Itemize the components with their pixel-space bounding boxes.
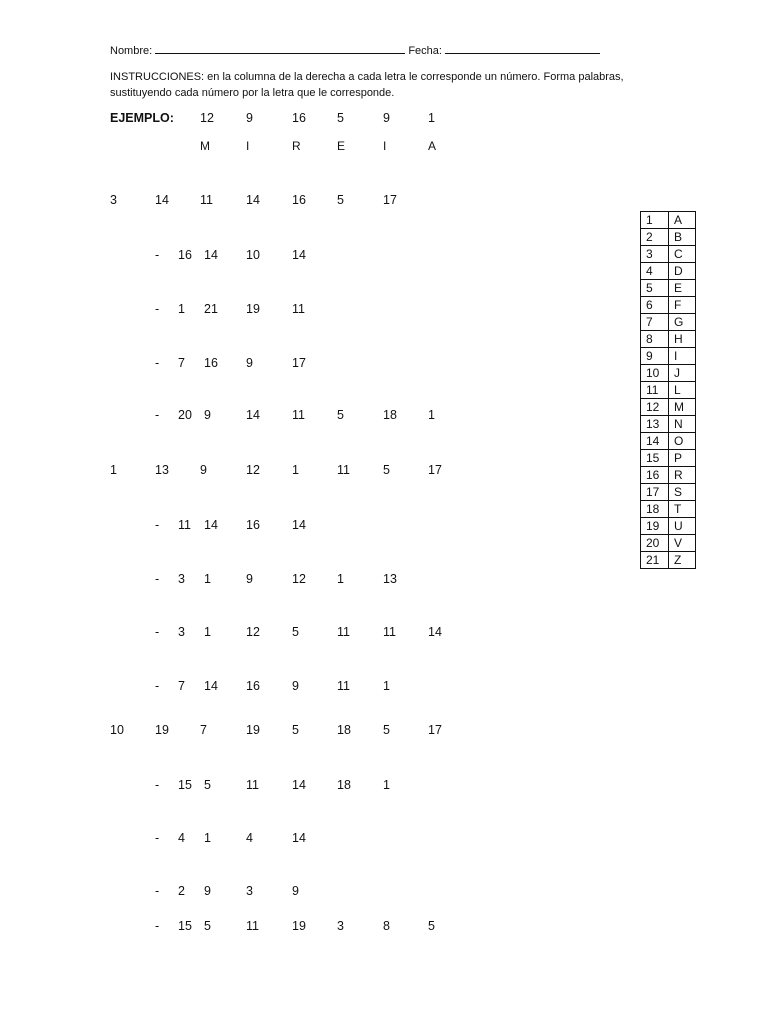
example-number: 12	[200, 111, 214, 125]
exercise-number: 10	[246, 248, 260, 262]
key-row	[641, 348, 696, 365]
exercise-number: 3	[178, 572, 185, 586]
key-row	[641, 518, 696, 535]
exercise-number: 20	[178, 408, 192, 422]
key-number: 20	[641, 535, 669, 552]
key-row	[641, 450, 696, 467]
exercise-dash: -	[155, 625, 160, 639]
instructions	[110, 69, 624, 101]
exercise-dash: -	[155, 778, 160, 792]
example-letter: R	[292, 139, 301, 153]
key-letter: C	[669, 246, 696, 263]
exercise-dash: -	[155, 919, 160, 933]
key-row	[641, 382, 696, 399]
exercise-number: 9	[292, 884, 299, 898]
key-letter: O	[669, 433, 696, 450]
exercise-number: 5	[204, 919, 211, 933]
exercise-number: 16	[178, 248, 192, 262]
exercise-number: 1	[383, 778, 390, 792]
exercise-number: 7	[200, 723, 207, 737]
key-number: 18	[641, 501, 669, 518]
exercise-number: 11	[246, 919, 259, 933]
exercise-number: 5	[204, 778, 211, 792]
key-number: 14	[641, 433, 669, 450]
exercise-number: 19	[246, 302, 260, 316]
exercise-number: 11	[200, 193, 213, 207]
key-letter: D	[669, 263, 696, 280]
exercise-number: 14	[246, 408, 260, 422]
key-letter: M	[669, 399, 696, 416]
key-number: 21	[641, 552, 669, 569]
exercise-number: 14	[246, 193, 260, 207]
exercise-number: 17	[292, 356, 306, 370]
exercise-number: 3	[246, 884, 253, 898]
exercise-number: 11	[337, 463, 350, 477]
example-number: 16	[292, 111, 306, 125]
key-letter: T	[669, 501, 696, 518]
key-letter: V	[669, 535, 696, 552]
key-letter: H	[669, 331, 696, 348]
exercise-number: 5	[383, 723, 390, 737]
key-letter: N	[669, 416, 696, 433]
key-row	[641, 297, 696, 314]
exercise-dash: -	[155, 518, 160, 532]
example-number: 9	[246, 111, 253, 125]
exercise-number: 5	[292, 625, 299, 639]
exercise-number: 1	[178, 302, 185, 316]
key-letter: G	[669, 314, 696, 331]
key-row	[641, 280, 696, 297]
exercise-number: 19	[246, 723, 260, 737]
exercise-number: 18	[383, 408, 397, 422]
exercise-dash: -	[155, 302, 160, 316]
key-number: 8	[641, 331, 669, 348]
exercise-number: 1	[383, 679, 390, 693]
key-row	[641, 246, 696, 263]
exercise-number: 9	[204, 884, 211, 898]
exercise-number: 5	[383, 463, 390, 477]
exercise-number: 8	[383, 919, 390, 933]
key-number: 13	[641, 416, 669, 433]
exercise-number: 11	[292, 302, 305, 316]
key-number: 16	[641, 467, 669, 484]
exercise-number: 5	[337, 408, 344, 422]
exercise-number: 3	[178, 625, 185, 639]
exercise-number: 14	[428, 625, 442, 639]
key-row	[641, 484, 696, 501]
key-number: 9	[641, 348, 669, 365]
example-letter: I	[246, 139, 250, 153]
exercise-number: 3	[337, 919, 344, 933]
exercise-number: 9	[246, 572, 253, 586]
instructions-line-1: INSTRUCCIONES: en la columna de la derecha a cada letra le corresponde un número. Forma palabras,	[110, 71, 624, 83]
exercise-number: 5	[292, 723, 299, 737]
key-row	[641, 331, 696, 348]
exercise-number: 14	[292, 248, 306, 262]
date-field[interactable]	[445, 43, 600, 54]
key-number: 7	[641, 314, 669, 331]
exercise-number: 2	[178, 884, 185, 898]
date-label: Fecha:	[408, 45, 442, 57]
exercise-number: 1	[204, 831, 211, 845]
letter-key-table	[640, 211, 696, 569]
exercise-number: 15	[178, 778, 192, 792]
exercise-number: 19	[292, 919, 306, 933]
exercise-number: 11	[292, 408, 305, 422]
key-row	[641, 263, 696, 280]
example-label: EJEMPLO:	[110, 111, 174, 125]
key-number: 12	[641, 399, 669, 416]
exercise-number: 17	[428, 463, 442, 477]
key-letter: P	[669, 450, 696, 467]
key-letter: I	[669, 348, 696, 365]
exercise-number: 14	[292, 778, 306, 792]
name-label: Nombre:	[110, 45, 153, 57]
exercise-number: 16	[246, 518, 260, 532]
key-row	[641, 229, 696, 246]
exercise-number: 1	[204, 572, 211, 586]
exercise-dash: -	[155, 679, 160, 693]
exercise-dash: -	[155, 572, 160, 586]
exercise-dash: -	[155, 248, 160, 262]
key-row	[641, 314, 696, 331]
exercise-number: 16	[246, 679, 260, 693]
exercise-number: 1	[292, 463, 299, 477]
key-number: 15	[641, 450, 669, 467]
key-letter: B	[669, 229, 696, 246]
name-field[interactable]	[155, 43, 405, 54]
exercise-number: 11	[337, 625, 350, 639]
exercise-number: 11	[178, 518, 191, 532]
key-number: 5	[641, 280, 669, 297]
exercise-dash: -	[155, 884, 160, 898]
exercise-number: 10	[110, 723, 124, 737]
exercise-number: 7	[178, 679, 185, 693]
exercise-number: 21	[204, 302, 218, 316]
exercise-number: 9	[204, 408, 211, 422]
exercise-number: 12	[292, 572, 306, 586]
exercise-number: 14	[155, 193, 169, 207]
exercise-number: 12	[246, 463, 260, 477]
exercise-number: 9	[200, 463, 207, 477]
key-row	[641, 416, 696, 433]
exercise-number: 4	[246, 831, 253, 845]
key-letter: Z	[669, 552, 696, 569]
exercise-number: 15	[178, 919, 192, 933]
key-number: 2	[641, 229, 669, 246]
exercise-number: 5	[428, 919, 435, 933]
exercise-number: 5	[337, 193, 344, 207]
example-letter: I	[383, 139, 387, 153]
key-letter: F	[669, 297, 696, 314]
key-letter: A	[669, 212, 696, 229]
exercise-number: 1	[428, 408, 435, 422]
key-letter: S	[669, 484, 696, 501]
example-number: 1	[428, 111, 435, 125]
exercise-number: 19	[155, 723, 169, 737]
exercise-number: 13	[383, 572, 397, 586]
exercise-number: 11	[246, 778, 259, 792]
exercise-dash: -	[155, 356, 160, 370]
exercise-number: 12	[246, 625, 260, 639]
exercise-number: 1	[204, 625, 211, 639]
exercise-number: 14	[292, 518, 306, 532]
key-number: 6	[641, 297, 669, 314]
example-letter: A	[428, 139, 437, 153]
exercise-number: 1	[110, 463, 117, 477]
exercise-dash: -	[155, 408, 160, 422]
exercise-number: 4	[178, 831, 185, 845]
exercise-dash: -	[155, 831, 160, 845]
key-row	[641, 399, 696, 416]
example-letter: M	[200, 139, 210, 153]
exercise-number: 9	[292, 679, 299, 693]
exercise-number: 11	[337, 679, 350, 693]
key-number: 17	[641, 484, 669, 501]
key-number: 4	[641, 263, 669, 280]
key-row	[641, 501, 696, 518]
key-number: 10	[641, 365, 669, 382]
key-row	[641, 552, 696, 569]
exercise-number: 16	[204, 356, 218, 370]
key-row	[641, 535, 696, 552]
exercise-number: 11	[383, 625, 396, 639]
key-number: 3	[641, 246, 669, 263]
key-number: 11	[641, 382, 669, 399]
exercise-number: 17	[383, 193, 397, 207]
exercise-number: 18	[337, 723, 351, 737]
key-number: 1	[641, 212, 669, 229]
key-letter: E	[669, 280, 696, 297]
exercise-number: 13	[155, 463, 169, 477]
key-row	[641, 212, 696, 229]
exercise-number: 14	[204, 248, 218, 262]
exercise-number: 14	[204, 518, 218, 532]
exercise-number: 7	[178, 356, 185, 370]
example-number: 9	[383, 111, 390, 125]
exercise-number: 3	[110, 193, 117, 207]
key-letter: U	[669, 518, 696, 535]
key-row	[641, 467, 696, 484]
key-row	[641, 433, 696, 450]
example-letter: E	[337, 139, 346, 153]
header-line	[110, 43, 600, 57]
key-number: 19	[641, 518, 669, 535]
instructions-line-2: sustituyendo cada número por la letra que le corresponde.	[110, 87, 395, 99]
exercise-number: 18	[337, 778, 351, 792]
exercise-number: 14	[292, 831, 306, 845]
key-row	[641, 365, 696, 382]
exercise-number: 17	[428, 723, 442, 737]
exercise-number: 16	[292, 193, 306, 207]
exercise-number: 9	[246, 356, 253, 370]
key-letter: L	[669, 382, 696, 399]
example-number: 5	[337, 111, 344, 125]
exercise-number: 14	[204, 679, 218, 693]
key-letter: J	[669, 365, 696, 382]
exercise-number: 1	[337, 572, 344, 586]
key-letter: R	[669, 467, 696, 484]
